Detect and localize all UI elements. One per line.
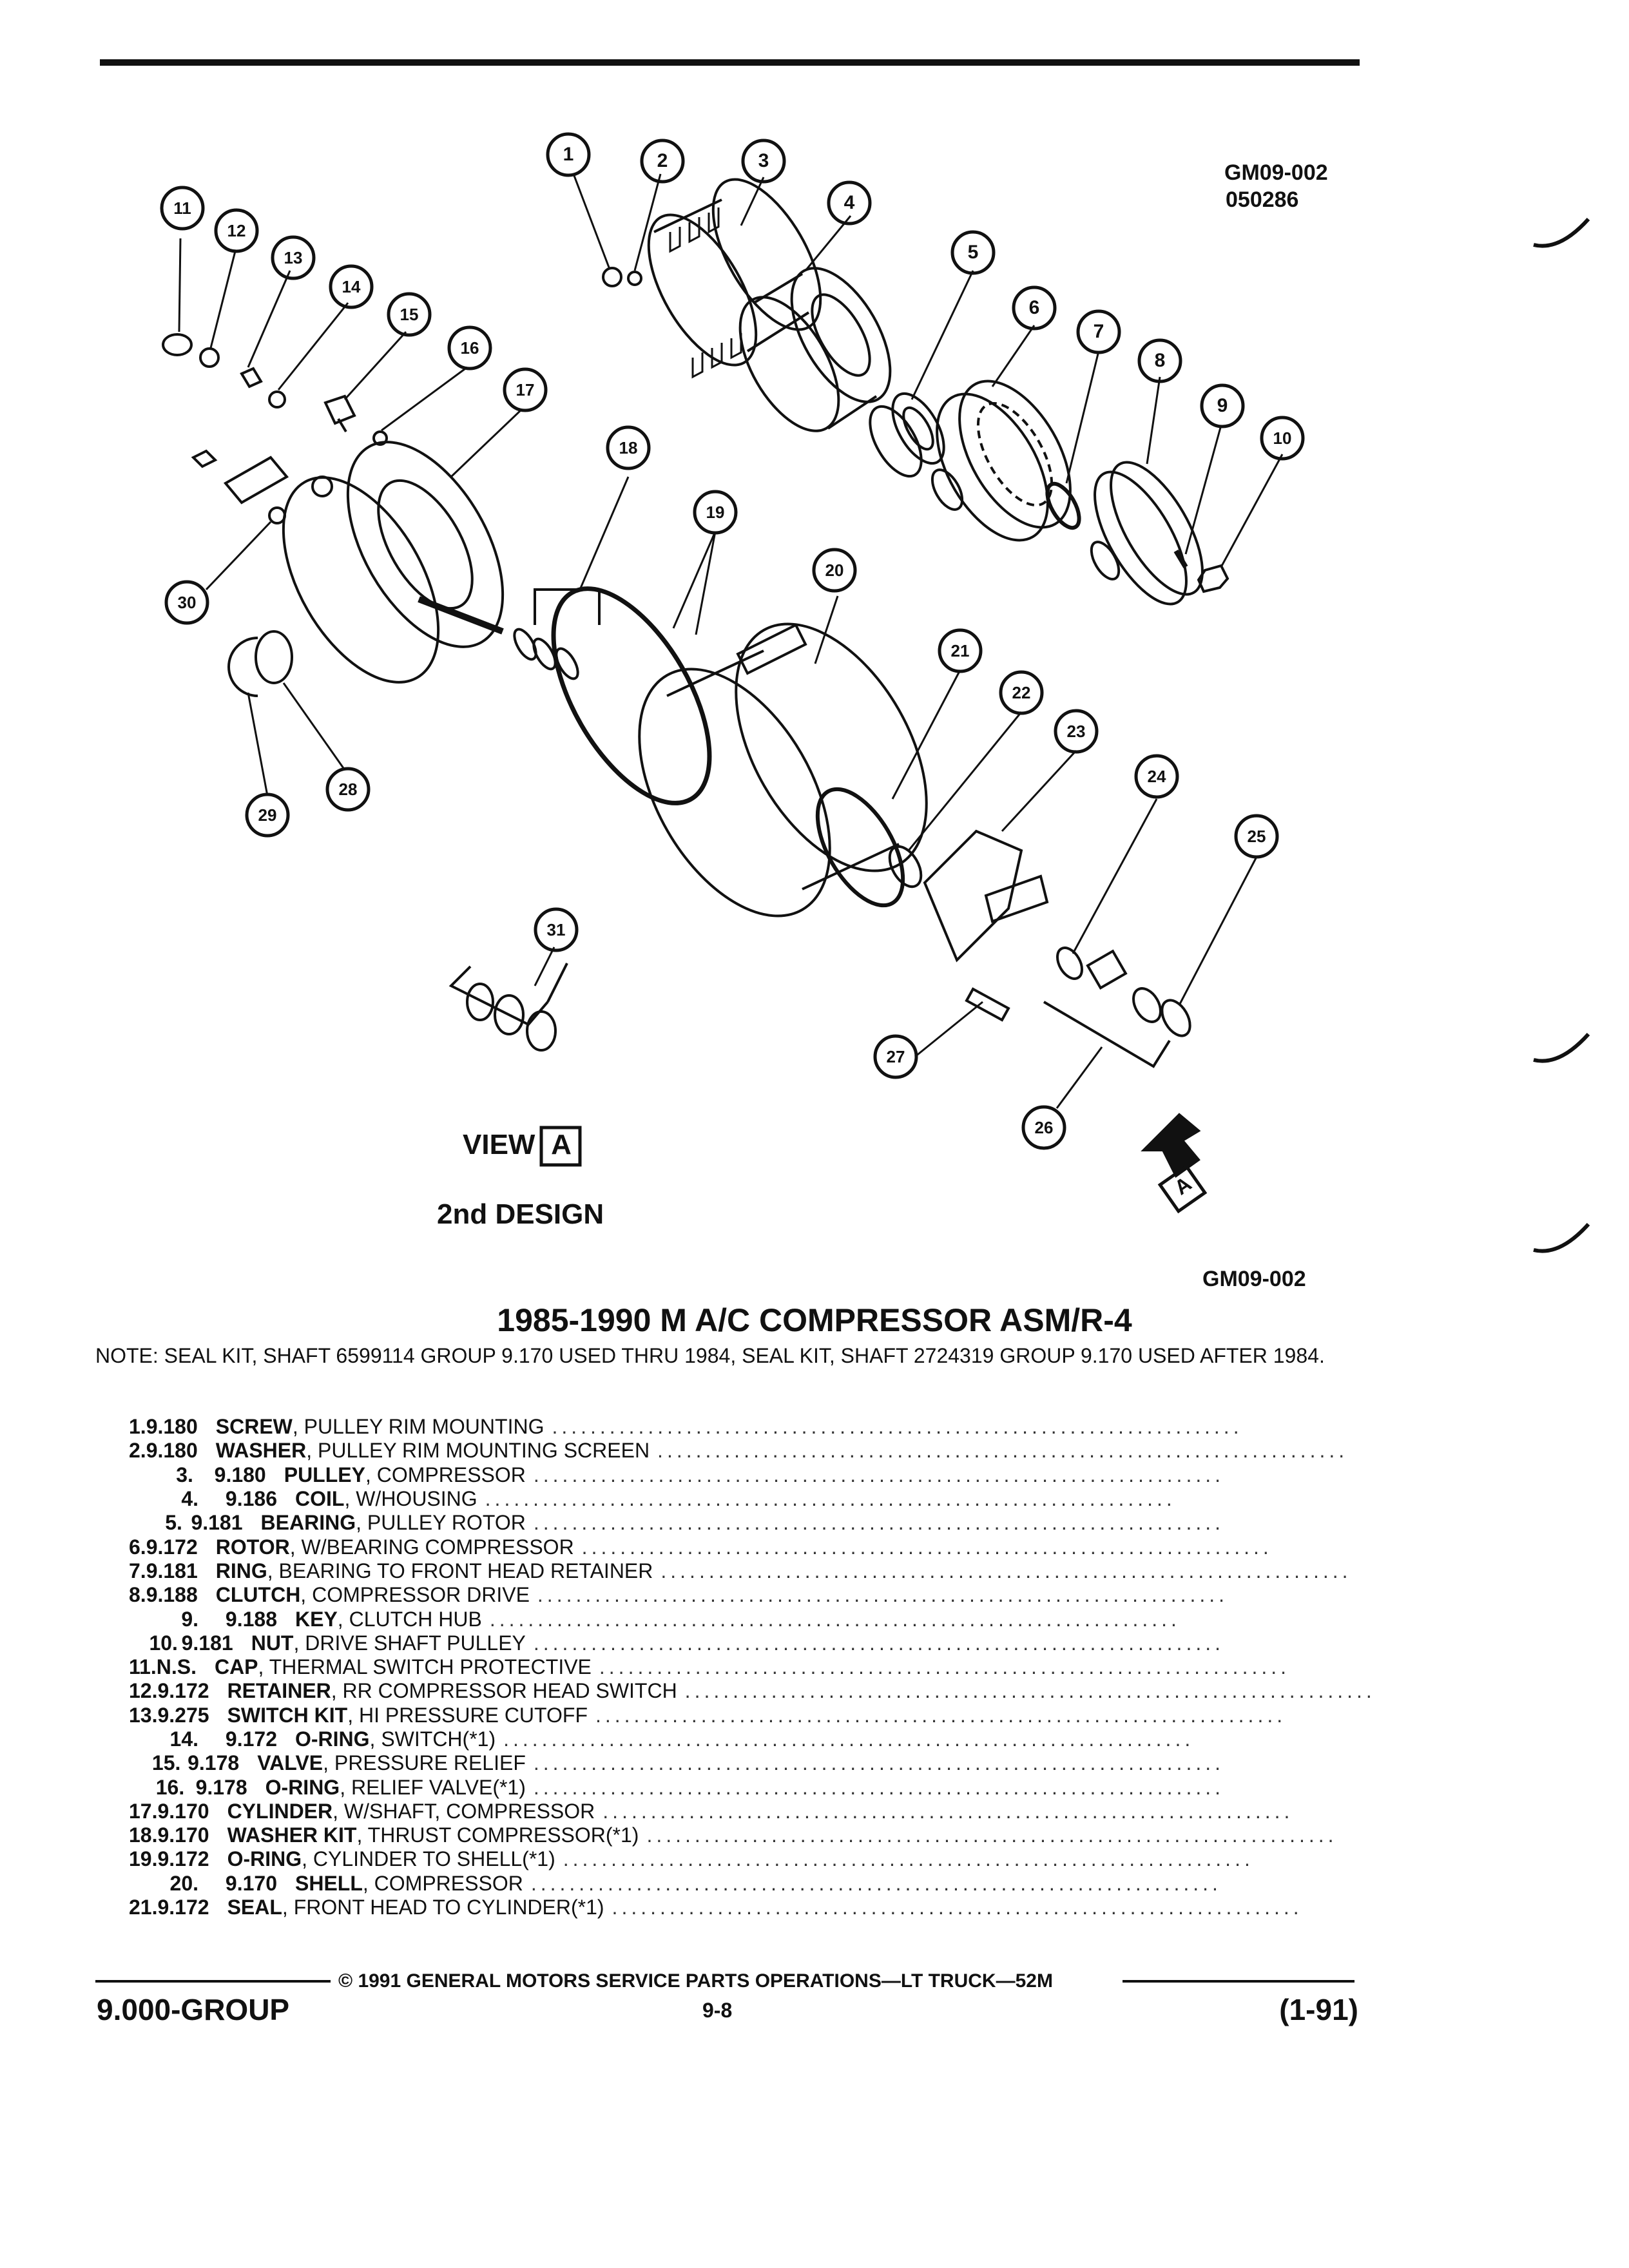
dot-leader: ........................................................................ xyxy=(537,1583,1229,1607)
part-group: N.S. xyxy=(156,1655,197,1679)
dot-leader: ........................................................................ xyxy=(533,1463,1224,1486)
parts-row xyxy=(129,1751,1224,1775)
part-group: 9.181 xyxy=(191,1511,243,1535)
part-description: , COMPRESSOR DRIVE xyxy=(300,1583,530,1607)
cap-part xyxy=(163,334,191,355)
part-group: 9.186 xyxy=(225,1487,277,1511)
part-number: 19. xyxy=(129,1847,158,1871)
part-number: 14. xyxy=(169,1727,198,1751)
part-group: 9.188 xyxy=(225,1607,277,1631)
arrow-letter: A xyxy=(1170,1171,1196,1200)
part-name: WASHER xyxy=(215,1439,307,1463)
part-25 xyxy=(1156,995,1195,1041)
dot-leader: ........................................................................ xyxy=(563,1847,1254,1871)
parts-row xyxy=(129,1703,1287,1727)
callout-4: 4 xyxy=(843,192,855,213)
footer-rule-left xyxy=(95,1980,331,1983)
part-description: , HI PRESSURE CUTOFF xyxy=(347,1703,588,1727)
part-description: , SWITCH(*1) xyxy=(369,1727,496,1751)
parts-row xyxy=(129,1583,1229,1607)
dot-leader: ........................................................................ xyxy=(684,1679,1376,1703)
callout-12: 12 xyxy=(227,221,246,240)
part-name: CLUTCH xyxy=(215,1583,301,1607)
part-description: , THERMAL SWITCH PROTECTIVE xyxy=(258,1655,592,1679)
clutch-part xyxy=(1077,448,1220,617)
part-group: 9.275 xyxy=(157,1703,209,1727)
callout-24: 24 xyxy=(1147,767,1166,786)
part-number: 5. xyxy=(165,1511,182,1535)
part-name: CYLINDER xyxy=(227,1799,333,1823)
part-name: BEARING xyxy=(260,1511,356,1535)
part-number: 11. xyxy=(129,1655,157,1679)
part-description: , W/BEARING COMPRESSOR xyxy=(289,1535,574,1559)
parts-row xyxy=(129,1415,1243,1439)
part-number: 8. xyxy=(129,1583,146,1607)
margin-mark xyxy=(1534,1034,1588,1061)
part-group: 9.170 xyxy=(157,1799,209,1823)
parts-row xyxy=(129,1463,1224,1487)
part-number: 18. xyxy=(129,1823,158,1847)
part-number: 16. xyxy=(155,1775,185,1799)
callout-1: 1 xyxy=(563,144,574,165)
parts-list xyxy=(129,1415,1376,1919)
part-number: 21. xyxy=(129,1896,158,1919)
part-name: CAP xyxy=(214,1655,258,1679)
part-number: 6. xyxy=(129,1535,146,1559)
page-number: 9-8 xyxy=(702,1999,733,2022)
footer-group: 9.000-GROUP xyxy=(97,1993,290,2026)
dot-leader: ........................................................................ xyxy=(646,1823,1338,1847)
part-group: 9.180 xyxy=(214,1463,266,1486)
part-name: SCREW xyxy=(215,1415,293,1439)
callout-9: 9 xyxy=(1217,395,1228,416)
part-name: O-RING xyxy=(265,1775,340,1799)
callout-28: 28 xyxy=(338,780,358,799)
part-name: RETAINER xyxy=(227,1679,331,1703)
part-number: 3. xyxy=(176,1463,193,1486)
callout-18: 18 xyxy=(619,438,638,457)
part-group: 9.170 xyxy=(225,1871,277,1895)
dot-leader: ........................................................................ xyxy=(533,1751,1224,1775)
part-name: KEY xyxy=(295,1607,338,1631)
part-name: NUT xyxy=(251,1631,294,1655)
bolt-part xyxy=(193,451,215,466)
copyright-text: © 1991 GENERAL MOTORS SERVICE PARTS OPERATIONS—LT TRUCK—52M xyxy=(338,1970,1053,1992)
parts-row xyxy=(129,1799,1294,1823)
parts-row xyxy=(129,1439,1349,1463)
parts-row xyxy=(129,1872,1224,1896)
part-group: 9.180 xyxy=(146,1439,198,1463)
part-group: 9.181 xyxy=(146,1559,198,1582)
callout-3: 3 xyxy=(758,150,769,171)
shell-part xyxy=(600,591,966,948)
part-group: 9.172 xyxy=(146,1535,198,1559)
callout-23: 23 xyxy=(1066,722,1086,741)
bracket-part xyxy=(226,457,287,503)
part-29 xyxy=(229,638,258,696)
parts-row xyxy=(129,1631,1224,1655)
part-description: , PRESSURE RELIEF xyxy=(323,1751,526,1775)
part-group: 9.188 xyxy=(146,1583,198,1607)
parts-row xyxy=(129,1823,1338,1847)
note-text: NOTE: SEAL KIT, SHAFT 6599114 GROUP 9.170 USED THRU 1984, SEAL KIT, SHAFT 2724319 GROUP 9.170 USED AFTER 1984. xyxy=(95,1344,1325,1367)
dot-leader: ........................................................................ xyxy=(657,1439,1349,1463)
dot-leader: ........................................................................ xyxy=(599,1655,1291,1679)
part-24 xyxy=(1052,943,1087,983)
part-description: , THRUST COMPRESSOR(*1) xyxy=(356,1823,639,1847)
part-description: , DRIVE SHAFT PULLEY xyxy=(293,1631,526,1655)
screw-part xyxy=(603,268,621,286)
part-description: , CLUTCH HUB xyxy=(337,1607,482,1631)
switch-kit-part xyxy=(242,369,261,387)
parts-row xyxy=(129,1535,1273,1559)
callout-2: 2 xyxy=(657,150,668,171)
part-name: O-RING xyxy=(227,1847,302,1871)
part-number: 17. xyxy=(129,1799,158,1823)
part-name: SWITCH KIT xyxy=(227,1703,348,1727)
dot-leader: ........................................................................ xyxy=(533,1775,1224,1799)
part-number: 12. xyxy=(129,1679,158,1703)
callout-10: 10 xyxy=(1273,428,1292,448)
parts-row xyxy=(129,1487,1224,1511)
part-group: 9.172 xyxy=(157,1847,209,1871)
figure-code-top: GM09-002 xyxy=(1224,160,1328,185)
margin-mark xyxy=(1534,1224,1588,1251)
parts-row xyxy=(129,1607,1224,1631)
callout-20: 20 xyxy=(825,561,844,580)
part-description: , W/HOUSING xyxy=(344,1487,477,1511)
leader-lines xyxy=(179,174,1282,1108)
pulley-part xyxy=(627,162,842,381)
part-description: , FRONT HEAD TO CYLINDER(*1) xyxy=(282,1896,604,1919)
part-number: 13. xyxy=(129,1703,158,1727)
revision-code: (1-91) xyxy=(1279,1993,1358,2026)
part-number: 10. xyxy=(149,1631,178,1655)
part-description: , PULLEY RIM MOUNTING xyxy=(292,1415,545,1439)
rotor-part xyxy=(914,363,1094,559)
part-description: , W/SHAFT, COMPRESSOR xyxy=(333,1799,595,1823)
part-number: 20. xyxy=(169,1871,198,1895)
part-group: 9.178 xyxy=(195,1775,247,1799)
view-arrow-icon xyxy=(1144,1115,1205,1211)
part-group: 9.172 xyxy=(157,1896,209,1919)
dot-leader: ........................................................................ xyxy=(533,1511,1224,1535)
dot-leader: ........................................................................ xyxy=(533,1631,1224,1655)
callout-22: 22 xyxy=(1012,683,1031,702)
part-number: 2. xyxy=(129,1439,146,1463)
view-label: VIEW xyxy=(463,1129,535,1160)
o-ring-part-19 xyxy=(522,564,742,828)
part-description: , PULLEY ROTOR xyxy=(356,1511,526,1535)
washer-part xyxy=(628,272,641,285)
callout-11: 11 xyxy=(173,198,191,218)
parts-row xyxy=(129,1727,1224,1751)
part-group: 9.178 xyxy=(188,1751,240,1775)
part-group: 9.180 xyxy=(146,1415,198,1439)
part-description: , COMPRESSOR xyxy=(362,1871,523,1895)
callout-27: 27 xyxy=(886,1047,905,1066)
dot-leader: ........................................................................ xyxy=(552,1415,1243,1439)
callout-29: 29 xyxy=(258,805,277,825)
callout-21: 21 xyxy=(950,641,970,660)
part-name: VALVE xyxy=(257,1751,323,1775)
part-name: WASHER KIT xyxy=(227,1823,357,1847)
callout-25: 25 xyxy=(1247,827,1266,846)
part-26-seal xyxy=(1088,951,1126,988)
callout-16: 16 xyxy=(460,338,479,358)
parts-row xyxy=(129,1655,1291,1679)
part-group: 9.172 xyxy=(157,1679,209,1703)
callout-19: 19 xyxy=(706,503,725,522)
bracket-26 xyxy=(1044,1002,1170,1066)
dot-leader: ........................................................................ xyxy=(489,1607,1181,1631)
dot-leader: ........................................................................ xyxy=(595,1703,1287,1727)
part-description: , RR COMPRESSOR HEAD SWITCH xyxy=(331,1679,677,1703)
callout-17: 17 xyxy=(516,380,535,399)
part-name: ROTOR xyxy=(215,1535,290,1559)
dot-leader: ........................................................................ xyxy=(660,1559,1352,1582)
part-name: O-RING xyxy=(295,1727,370,1751)
parts-row xyxy=(129,1896,1303,1919)
dot-leader: ........................................................................ xyxy=(581,1535,1273,1559)
parts-row xyxy=(129,1559,1352,1583)
callout-7: 7 xyxy=(1093,321,1104,342)
part-description: , COMPRESSOR xyxy=(365,1463,526,1486)
part-name: COIL xyxy=(295,1487,345,1511)
part-31-group xyxy=(451,963,567,1050)
margin-mark xyxy=(1534,219,1588,246)
design-label: 2nd DESIGN xyxy=(437,1198,604,1230)
o-ring-part-small xyxy=(313,477,332,496)
part-name: RING xyxy=(215,1559,267,1582)
figure-sub-code: 050286 xyxy=(1226,187,1299,212)
parts-row xyxy=(129,1679,1376,1703)
view-letter: A xyxy=(551,1129,572,1160)
part-group: 9.172 xyxy=(225,1727,277,1751)
part-name: SEAL xyxy=(227,1896,282,1919)
part-name: SHELL xyxy=(295,1871,363,1895)
o-ring-part-14 xyxy=(269,392,285,407)
head-part xyxy=(925,831,1047,960)
callout-8: 8 xyxy=(1154,350,1166,371)
part-description: , RELIEF VALVE(*1) xyxy=(340,1775,526,1799)
parts-row xyxy=(129,1847,1254,1871)
dot-leader: ........................................................................ xyxy=(530,1871,1222,1895)
valve-part xyxy=(325,396,354,432)
part-number: 7. xyxy=(129,1559,146,1582)
part-description: , PULLEY RIM MOUNTING SCREEN xyxy=(306,1439,650,1463)
part-name: PULLEY xyxy=(284,1463,365,1486)
callout-5: 5 xyxy=(967,242,979,263)
part-number: 1. xyxy=(129,1415,146,1439)
callout-13: 13 xyxy=(284,248,303,267)
callout-14: 14 xyxy=(342,277,361,296)
page-title: 1985-1990 M A/C COMPRESSOR ASM/R-4 xyxy=(497,1302,1132,1338)
part-description: , BEARING TO FRONT HEAD RETAINER xyxy=(267,1559,653,1582)
part-description: , CYLINDER TO SHELL(*1) xyxy=(302,1847,555,1871)
footer-rule-right xyxy=(1123,1980,1354,1983)
cylinder-part xyxy=(251,416,535,708)
part-28 xyxy=(256,631,292,683)
retainer-part xyxy=(200,349,218,367)
o-ring-part-30 xyxy=(269,508,285,523)
part-number: 9. xyxy=(181,1607,198,1631)
dot-leader: ........................................................................ xyxy=(503,1727,1195,1751)
part-number: 15. xyxy=(151,1751,181,1775)
dot-leader: ........................................................................ xyxy=(602,1799,1294,1823)
callout-15: 15 xyxy=(400,305,419,324)
callout-26: 26 xyxy=(1034,1118,1054,1137)
callout-31: 31 xyxy=(546,920,566,939)
part-number: 4. xyxy=(181,1487,198,1511)
callout-30: 30 xyxy=(177,593,197,612)
parts-row xyxy=(129,1511,1224,1535)
dot-leader: ........................................................................ xyxy=(485,1487,1176,1511)
part-26-washer xyxy=(1128,984,1166,1026)
dot-leader: ........................................................................ xyxy=(612,1896,1303,1919)
bolt-27 xyxy=(967,989,1008,1020)
callout-6: 6 xyxy=(1028,297,1040,318)
part-group: 9.181 xyxy=(181,1631,233,1655)
part-group: 9.170 xyxy=(157,1823,209,1847)
parts-row xyxy=(129,1775,1224,1799)
figure-code-bottom: GM09-002 xyxy=(1202,1267,1306,1291)
